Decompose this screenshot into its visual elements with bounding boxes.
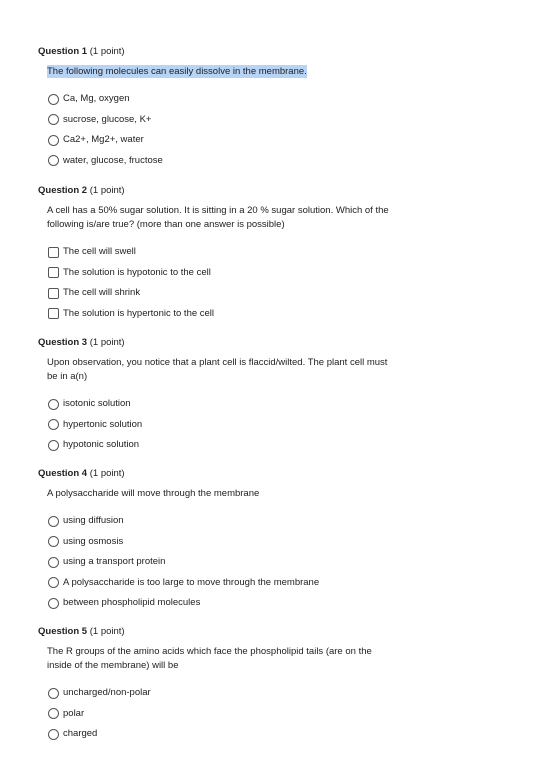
question-title: Question 2 (38, 185, 88, 196)
answer-option[interactable] (48, 283, 508, 304)
answer-option[interactable] (48, 110, 508, 131)
question-points: (1 point) (89, 468, 125, 479)
question-header (38, 468, 508, 480)
question-text: A cell has a 50% sugar solution. It is sitting in a 20 % sugar solution. Which of the following is/are true? (more than one answer is possible) (47, 205, 389, 230)
question-points: (1 point) (89, 46, 125, 57)
question-text: A polysaccharide will move through the membrane (47, 488, 260, 499)
checkbox[interactable] (48, 288, 59, 299)
radio-button[interactable] (48, 94, 59, 105)
checkbox[interactable] (48, 308, 59, 319)
answer-option[interactable] (48, 242, 508, 263)
answer-option[interactable] (48, 573, 508, 594)
radio-button[interactable] (48, 419, 59, 430)
answer-options (48, 511, 508, 614)
question-1 (38, 46, 508, 171)
question-title: Question 1 (38, 46, 88, 57)
question-5 (38, 626, 508, 745)
question-title: Question 5 (38, 626, 88, 637)
option-label: isotonic solution (63, 398, 131, 410)
checkbox[interactable] (48, 267, 59, 278)
question-text: The R groups of the amino acids which face the phospholipid tails (are on the inside of the membrane) will be (47, 646, 372, 671)
answer-option[interactable] (48, 394, 508, 415)
answer-option[interactable] (48, 532, 508, 553)
answer-option[interactable] (48, 304, 508, 325)
question-text: Upon observation, you notice that a plant cell is flaccid/wilted. The plant cell must be in a(n) (47, 357, 388, 382)
answer-options (48, 394, 508, 456)
question-3 (38, 337, 508, 456)
answer-option[interactable] (48, 704, 508, 725)
answer-option[interactable] (48, 415, 508, 436)
option-label: The solution is hypotonic to the cell (63, 266, 211, 278)
answer-option[interactable] (48, 511, 508, 532)
checkbox[interactable] (48, 247, 59, 258)
option-label: charged (63, 728, 98, 740)
answer-option[interactable] (48, 130, 508, 151)
radio-button[interactable] (48, 440, 59, 451)
answer-option[interactable] (48, 552, 508, 573)
option-label: water, glucose, fructose (63, 154, 163, 166)
answer-option[interactable] (48, 724, 508, 745)
answer-options (48, 242, 508, 324)
answer-option[interactable] (48, 435, 508, 456)
option-label: The cell will swell (63, 246, 136, 258)
radio-button[interactable] (48, 399, 59, 410)
option-label: using diffusion (63, 515, 124, 527)
option-label: sucrose, glucose, K+ (63, 113, 152, 125)
radio-button[interactable] (48, 155, 59, 166)
radio-button[interactable] (48, 557, 59, 568)
question-points: (1 point) (89, 626, 125, 637)
question-text-container (47, 65, 399, 79)
answer-options (48, 683, 508, 745)
question-header (38, 337, 508, 349)
option-label: Ca, Mg, oxygen (63, 93, 130, 105)
option-label: A polysaccharide is too large to move through the membrane (63, 576, 320, 588)
question-title: Question 4 (38, 468, 88, 479)
question-2 (38, 185, 508, 324)
question-points: (1 point) (89, 185, 125, 196)
option-label: The cell will shrink (63, 287, 141, 299)
radio-button[interactable] (48, 598, 59, 609)
question-title: Question 3 (38, 337, 88, 348)
answer-option[interactable] (48, 683, 508, 704)
answer-option[interactable] (48, 263, 508, 284)
radio-button[interactable] (48, 688, 59, 699)
radio-button[interactable] (48, 708, 59, 719)
option-label: hypertonic solution (63, 418, 143, 430)
option-label: using osmosis (63, 535, 124, 547)
question-points: (1 point) (89, 337, 125, 348)
radio-button[interactable] (48, 577, 59, 588)
question-header (38, 626, 508, 638)
option-label: using a transport protein (63, 556, 166, 568)
radio-button[interactable] (48, 729, 59, 740)
question-header (38, 185, 508, 197)
radio-button[interactable] (48, 516, 59, 527)
question-text: The following molecules can easily dissolve in the membrane. (47, 66, 307, 77)
option-label: hypotonic solution (63, 439, 140, 451)
radio-button[interactable] (48, 536, 59, 547)
answer-option[interactable] (48, 89, 508, 110)
radio-button[interactable] (48, 135, 59, 146)
answer-options (48, 89, 508, 171)
option-label: between phospholipid molecules (63, 597, 201, 609)
answer-option[interactable] (48, 593, 508, 614)
question-4 (38, 468, 508, 614)
option-label: uncharged/non-polar (63, 687, 151, 699)
answer-option[interactable] (48, 151, 508, 172)
option-label: polar (63, 707, 85, 719)
radio-button[interactable] (48, 114, 59, 125)
option-label: The solution is hypertonic to the cell (63, 307, 215, 319)
option-label: Ca2+, Mg2+, water (63, 134, 144, 146)
question-header (38, 46, 508, 58)
